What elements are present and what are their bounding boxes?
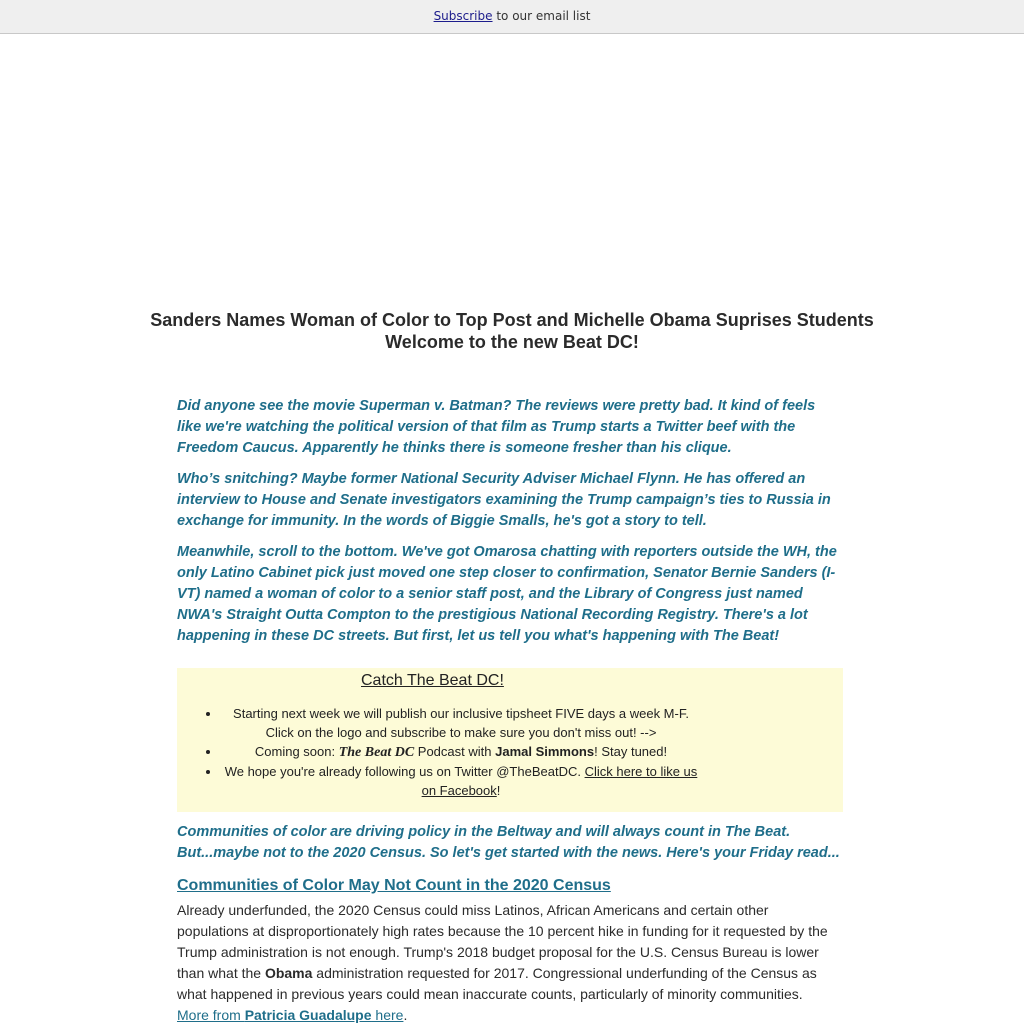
page-headline [0, 309, 1024, 353]
promo-box [177, 668, 843, 812]
intro-paragraph: Meanwhile, scroll to the bottom. We've got Omarosa chatting with reporters outside the WH, the only Latino Cabinet pick just moved one step closer to confirmation, Senator Bernie Sanders (I-VT) named a woman of color to a senior staff post, and the Library of Congress just named NWA's Straight Outta Compton to the prestigious National Recording Registry. There's a lot happening in these DC streets. But first, let us tell you what's happening with The Beat! [177, 544, 837, 644]
headline-line-1: Sanders Names Woman of Color to Top Post and Michelle Obama Suprises Students [150, 310, 874, 330]
story-body [177, 900, 843, 1026]
outro-text: Communities of color are driving policy in the Beltway and will always count in The Beat. But...maybe not to the 2020 Census. So let's get started with the news. Here's your Friday read... [177, 824, 840, 861]
facebook-link[interactable]: Click here to like us on Facebook [421, 764, 698, 798]
intro-paragraph: Did anyone see the movie Superman v. Batman? The reviews were pretty bad. It kind of feels like we're watching the political version of that film as Trump starts a Twitter beef with the Freedom Caucus. Apparently he thinks there is someone fresher than his clique. [177, 398, 816, 456]
promo-item-text: Coming soon: [254, 744, 339, 759]
banner-area [0, 34, 1024, 309]
promo-list-item [221, 742, 701, 762]
podcast-name: The Beat DC [338, 745, 415, 760]
author-name: Patricia Guadalupe [244, 1007, 372, 1023]
promo-list [177, 704, 701, 800]
promo-item-text: We hope you're already following us on Twitter @TheBeatDC. [224, 764, 585, 779]
promo-item-text: Starting next week we will publish our inclusive tipsheet FIVE days a week M-F. Click on the logo and subscribe to make sure you don't miss out! --> [233, 706, 689, 740]
more-link-suffix: here [371, 1007, 404, 1023]
promo-list-item [221, 762, 701, 800]
intro-section [177, 396, 843, 647]
more-link-prefix: More from [177, 1007, 245, 1023]
story-text: . [403, 1007, 408, 1023]
subscribe-bar-text: to our email list [492, 9, 591, 23]
headline-line-2: Welcome to the new Beat DC! [385, 332, 639, 352]
story-text: administration requested for 2017. Congressional underfunding of the Census as what happened in previous years could mean inaccurate counts, particularly of minority communities. [177, 965, 817, 1002]
story-text: Already underfunded, the 2020 Census could miss Latinos, African Americans and certain other populations at disproportionately high rates because the 10 percent hike in funding for it requested by the Trump administration is not enough. Trump's 2018 budget proposal for the U.S. Census Bureau is lower than what the [177, 902, 828, 981]
story-title-link[interactable]: Communities of Color May Not Count in the 2020 Census [177, 877, 611, 894]
podcast-host: Jamal Simmons [495, 744, 595, 759]
story-bold-text: Obama [264, 965, 313, 981]
subscribe-link[interactable]: Subscribe [433, 9, 493, 23]
promo-item-text: ! [496, 783, 501, 798]
promo-item-text: Podcast with [414, 744, 496, 759]
promo-item-text: ! Stay tuned! [594, 744, 668, 759]
intro-paragraph: Who’s snitching? Maybe former National Security Adviser Michael Flynn. He has offered an interview to House and Senate investigators examining the Trump campaign’s ties to Russia in exchange for immunity. In the words of Biggie Smalls, he's got a story to tell. [177, 471, 831, 529]
promo-list-item [221, 704, 701, 742]
subscribe-bar [0, 0, 1024, 34]
more-link[interactable] [177, 1007, 403, 1023]
newsletter-body [177, 396, 843, 1026]
promo-title-link[interactable]: Catch The Beat DC! [361, 672, 504, 689]
